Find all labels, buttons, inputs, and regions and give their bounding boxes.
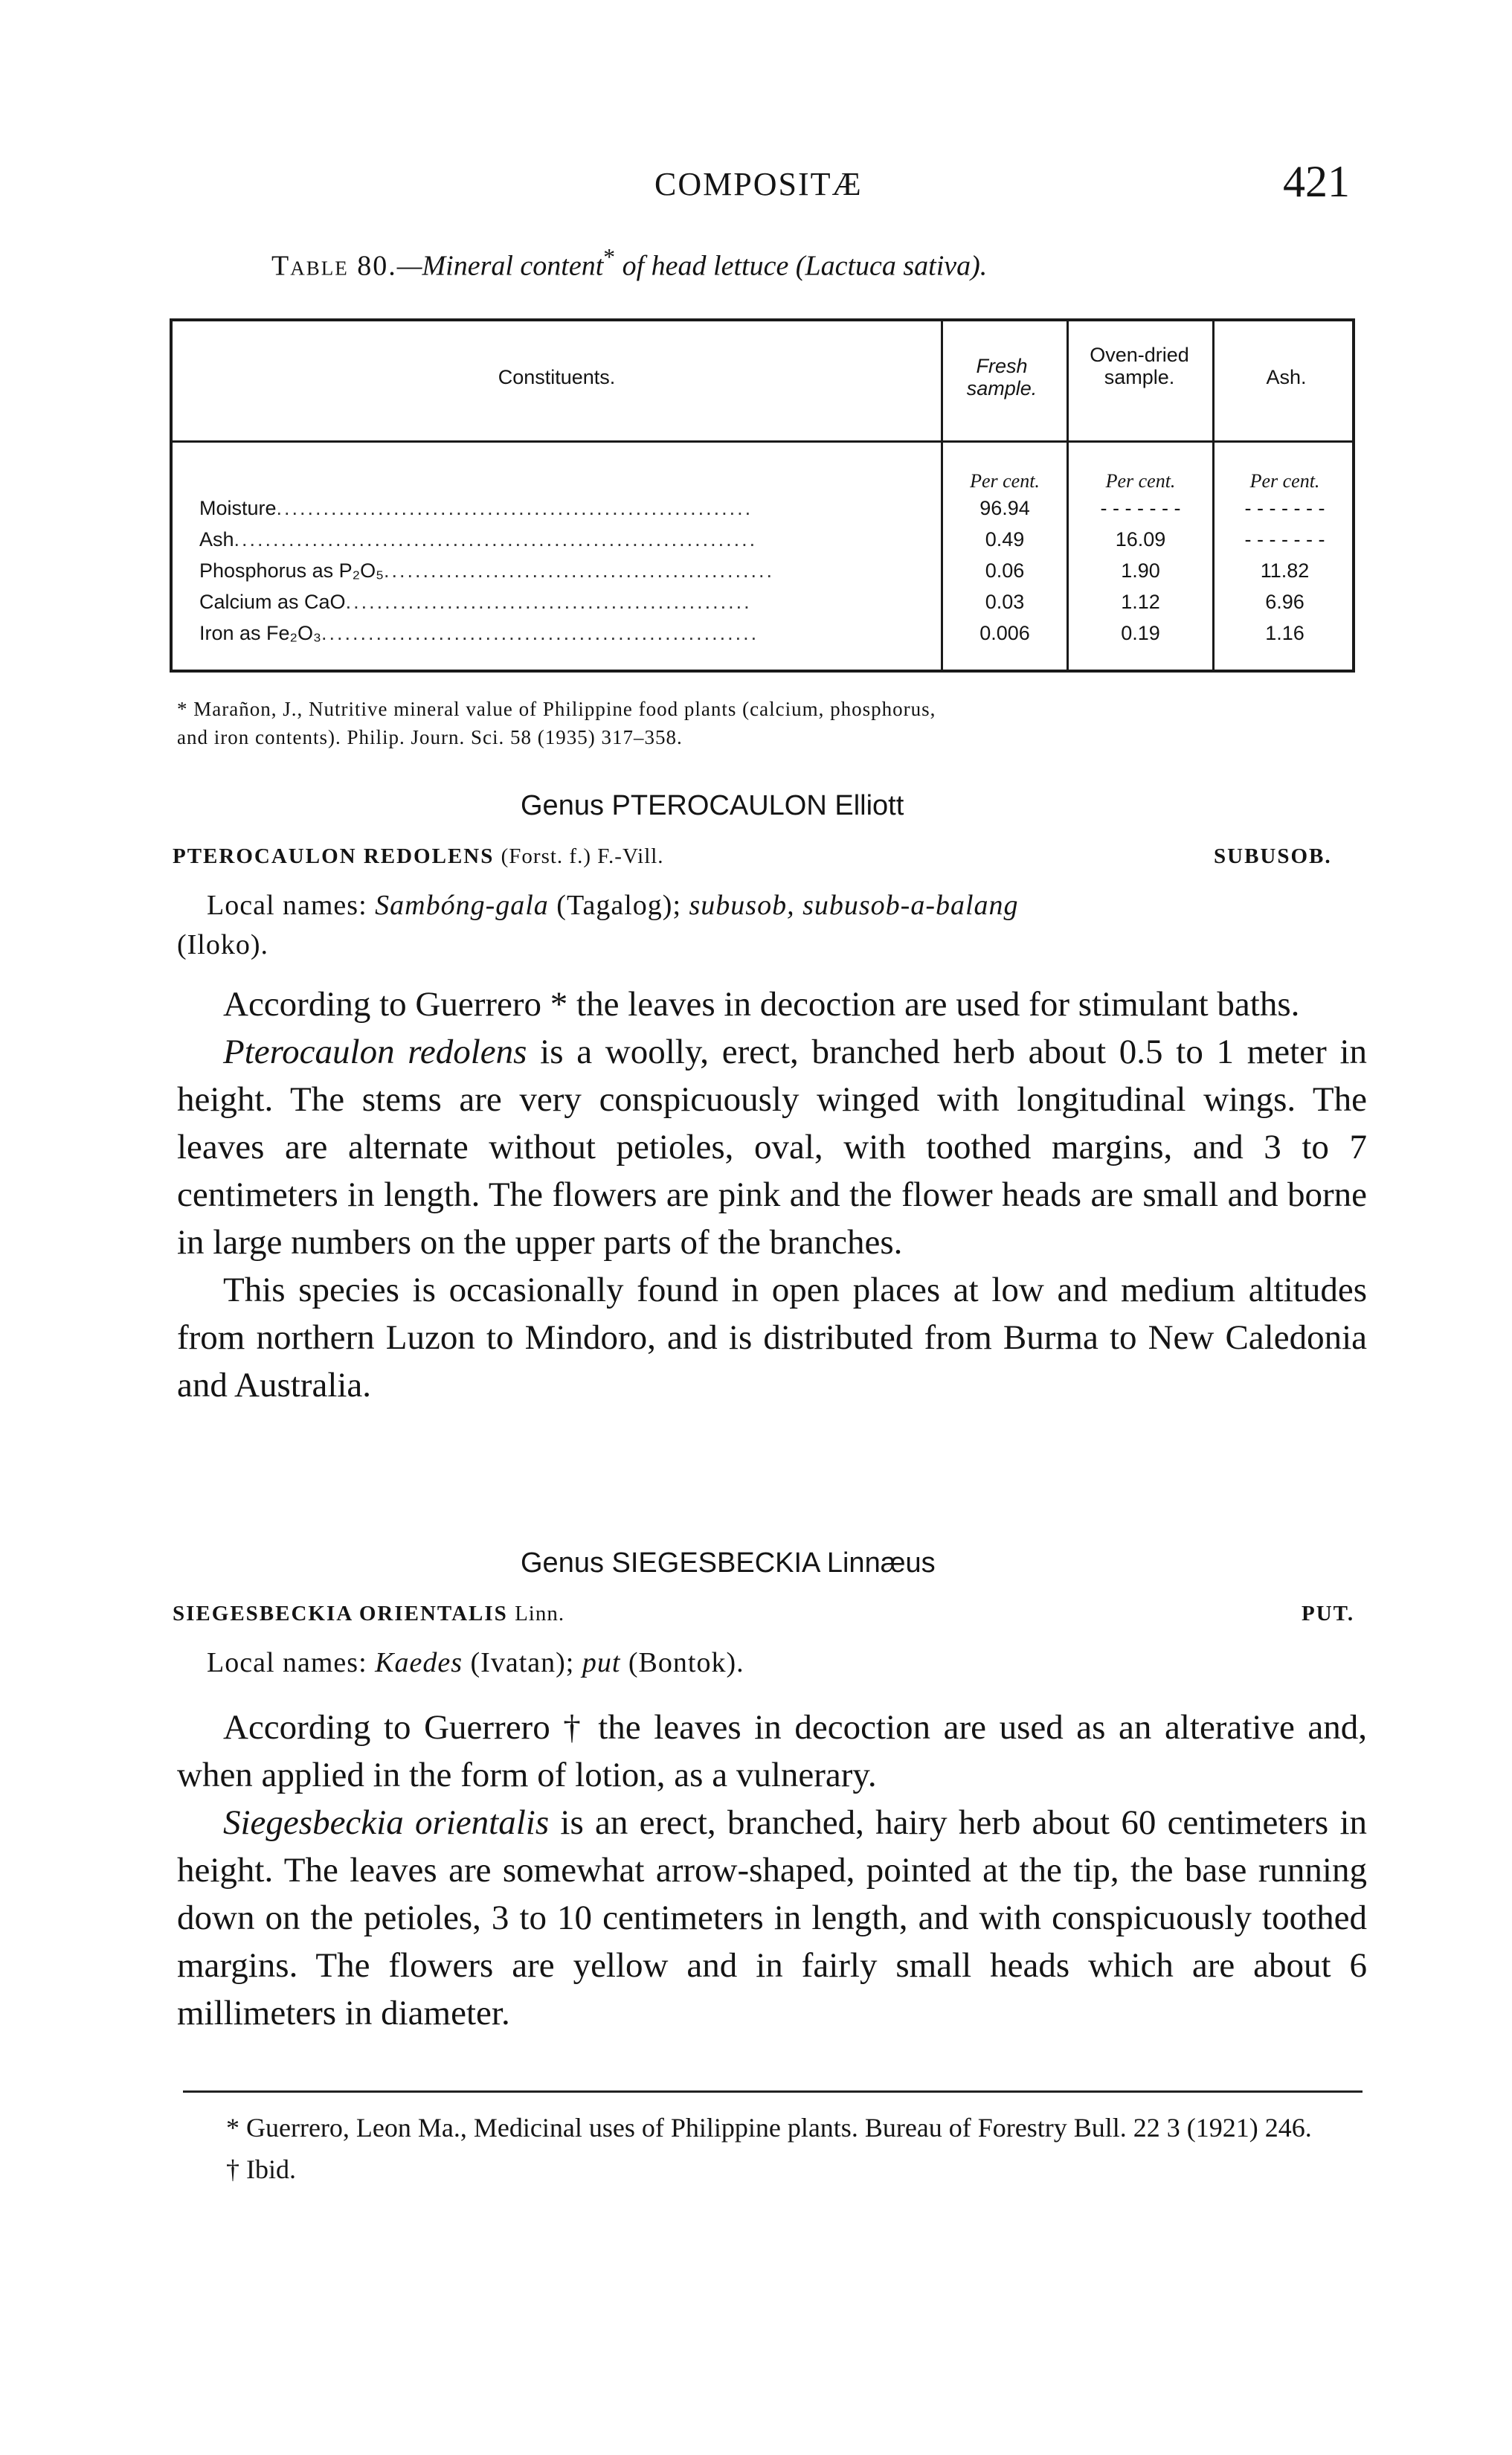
table-caption-title: —Mineral content xyxy=(396,250,604,282)
cell-moisture-fresh: 96.94 xyxy=(979,497,1030,519)
species-line-pterocaulon xyxy=(173,844,664,869)
paragraph: This species is occasionally found in open places at low and medium altitudes from northern Luzon to Mindoro, and is distributed from Burma to New Caledonia and Australia. xyxy=(177,1271,1367,1405)
cell-iron-ash: 1.16 xyxy=(1265,622,1304,644)
row-label-moisture: Moisture............................................................. xyxy=(199,497,753,519)
mineral-content-table xyxy=(170,318,1355,673)
species-name: PTEROCAULON REDOLENS xyxy=(173,844,495,868)
row-label-phosphorus: Phosphorus as P₂O₅.................................................. xyxy=(199,559,775,582)
row-label-iron: Iron as Fe₂O₃........................................................ xyxy=(199,622,759,644)
cell-ash-fresh: 0.49 xyxy=(985,528,1025,551)
page-number: 421 xyxy=(1283,157,1350,206)
footnote-guerrero: * Guerrero, Leon Ma., Medicinal uses of Philippine plants. Bureau of Forestry Bull. 22 3 (1921) 246. xyxy=(226,2113,1312,2143)
pterocaulon-text xyxy=(177,981,1367,1409)
cell-iron-fresh: 0.006 xyxy=(979,622,1030,644)
table-footnote-line2: and iron contents). Philip. Journ. Sci. 58 (1935) 317–358. xyxy=(177,726,683,748)
unit-fresh: Per cent. xyxy=(970,470,1040,492)
cell-phosphorus-oven: 1.90 xyxy=(1121,559,1160,582)
table-divider xyxy=(1067,321,1069,670)
table-label: Table 80. xyxy=(271,250,397,282)
paragraph: Pterocaulon redolens is a woolly, erect, branched herb about 0.5 to 1 meter in height. The stems are very conspicuously winged with longitudinal wings. The leaves are alternate without petioles, oval, with toothed margins, and 3 to 7 centimeters in length. The flowers are pink and the flower heads are small and borne in large numbers on the upper parts of the branches. xyxy=(177,1033,1368,1262)
paragraph: Siegesbeckia orientalis is an erect, branched, hairy herb about 60 centimeters in height. The leaves are somewhat arrow-shaped, pointed at the tip, the base running down on the petioles, 3 to 10 centimeters in length, and with conspicuously toothed margins. The flowers are yellow and in fairly small heads which are about 6 millimeters in diameter. xyxy=(177,1803,1367,2032)
cell-moisture-ash: - - - - - - - xyxy=(1244,497,1325,519)
table-footnote-line1: * Marañon, J., Nutritive mineral value of Philippine food plants (calcium, phosphorus, xyxy=(177,698,936,720)
cell-ash-oven: 16.09 xyxy=(1115,528,1166,551)
species-name: SIEGESBECKIA ORIENTALIS xyxy=(173,1602,508,1626)
unit-oven: Per cent. xyxy=(1105,470,1176,492)
column-header-constituents: Constituents. xyxy=(498,366,616,388)
column-header-oven-dried: Oven-dried sample. xyxy=(1090,344,1189,388)
local-names-pterocaulon-cont: (Iloko). xyxy=(177,929,269,960)
row-label-calcium: Calcium as CaO.................................................... xyxy=(199,591,752,613)
local-names-siegesbeckia: Local names: Kaedes (Ivatan); put (Bontok). xyxy=(207,1647,744,1678)
cell-calcium-fresh: 0.03 xyxy=(985,591,1025,613)
table-header-rule xyxy=(173,440,1352,443)
cell-moisture-oven: - - - - - - - xyxy=(1100,497,1181,519)
table-caption xyxy=(271,244,987,283)
common-name-put: PUT. xyxy=(1302,1602,1355,1626)
paragraph: According to Guerrero * the leaves in decoction are used for stimulant baths. xyxy=(223,985,1300,1024)
cell-calcium-ash: 6.96 xyxy=(1265,591,1304,613)
footnote-ibid: † Ibid. xyxy=(226,2154,296,2184)
species-author: Linn. xyxy=(515,1602,565,1626)
common-name-subusob: SUBUSOB. xyxy=(1214,844,1332,868)
species-author: (Forst. f.) F.-Vill. xyxy=(501,844,664,868)
table-caption-rest: of head lettuce (Lactuca sativa). xyxy=(615,250,988,282)
cell-phosphorus-fresh: 0.06 xyxy=(985,559,1025,582)
cell-ash-ash: - - - - - - - xyxy=(1244,528,1325,551)
cell-phosphorus-ash: 11.82 xyxy=(1260,559,1310,582)
footnote-rule xyxy=(183,2090,1363,2093)
cell-calcium-oven: 1.12 xyxy=(1121,591,1160,613)
row-label-ash: Ash................................................................... xyxy=(199,528,758,551)
genus-heading-siegesbeckia: Genus SIEGESBECKIA Linnæus xyxy=(521,1547,936,1579)
running-title: COMPOSITÆ xyxy=(654,166,863,202)
paragraph: According to Guerrero † the leaves in decoction are used as an alterative and, when applied in the form of lotion, as a vulnerary. xyxy=(177,1708,1367,1794)
table-divider xyxy=(1212,321,1215,670)
table-divider xyxy=(941,321,943,670)
genus-heading-pterocaulon: Genus PTEROCAULON Elliott xyxy=(521,790,904,821)
cell-iron-oven: 0.19 xyxy=(1121,622,1160,644)
page-footnotes xyxy=(183,2107,1365,2190)
species-line-siegesbeckia xyxy=(173,1602,564,1626)
siegesbeckia-text xyxy=(177,1704,1367,2037)
column-header-fresh: Fresh sample. xyxy=(966,355,1038,399)
local-names-pterocaulon: Local names: Sambóng-gala (Tagalog); subusob, subusob-a-balang xyxy=(207,890,1019,921)
unit-ash: Per cent. xyxy=(1249,470,1320,492)
caption-footnote-marker: * xyxy=(603,244,616,270)
column-header-ash: Ash. xyxy=(1266,366,1307,388)
